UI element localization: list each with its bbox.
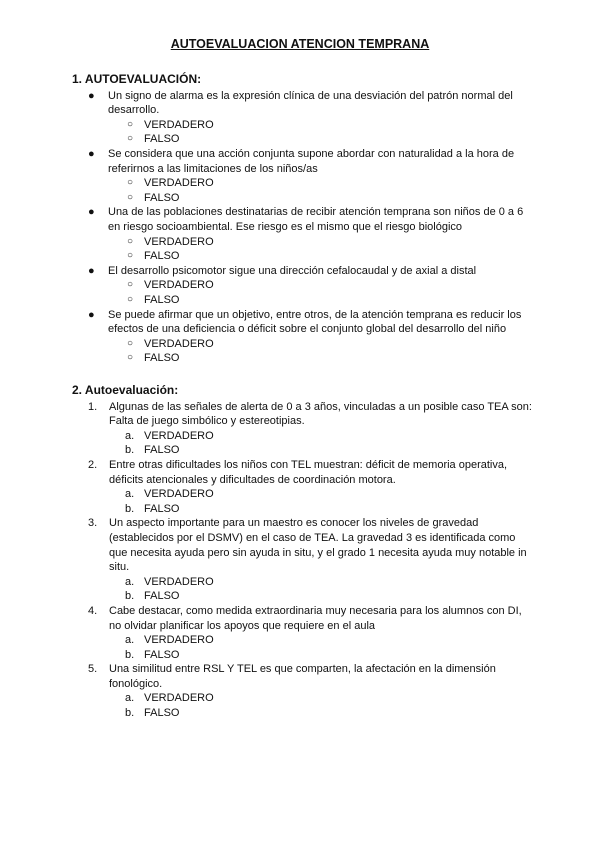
option-item [72, 575, 532, 590]
question-item [72, 264, 532, 279]
option-item [72, 235, 532, 250]
option-letter: a. [125, 429, 135, 442]
question-item [72, 400, 532, 429]
question-number: 5. [88, 663, 98, 676]
question-number: 2. [88, 458, 98, 471]
document-title: AUTOEVALUACION ATENCION TEMPRANA [170, 37, 430, 51]
option-item [72, 706, 532, 721]
question-item [72, 662, 532, 691]
question-number: 1. [88, 400, 98, 413]
question-text: Una de las poblaciones destinatarias de recibir atención temprana son niños de 0 a 6 en riesgo socioambiental. Ese riesgo es el mismo que el riesgo biológico [108, 206, 524, 233]
option-text: VERDADERO [144, 235, 214, 248]
circle-bullet-icon: ○ [127, 352, 134, 364]
question-item [72, 604, 532, 633]
circle-bullet-icon: ○ [127, 279, 134, 291]
option-item [72, 487, 532, 502]
option-item [72, 443, 532, 458]
option-item [72, 502, 532, 517]
section-2 [72, 383, 532, 721]
option-item [72, 648, 532, 663]
option-text: FALSO [144, 133, 180, 146]
circle-bullet-icon: ○ [127, 235, 134, 247]
section-1-heading: 1. AUTOEVALUACIÓN: [72, 72, 202, 86]
question-text: El desarrollo psicomotor sigue una dirección cefalocaudal y de axial a distal [108, 264, 477, 277]
option-text: FALSO [144, 590, 180, 603]
option-text: FALSO [144, 502, 180, 515]
option-text: VERDADERO [144, 337, 214, 350]
question-text: Un signo de alarma es la expresión clínica de una desviación del patrón normal del desarrollo. [108, 89, 513, 117]
circle-bullet-icon: ○ [127, 177, 134, 189]
section-2-heading: 2. Autoevaluación: [72, 383, 179, 397]
option-text: VERDADERO [144, 279, 214, 292]
question-text: Se puede afirmar que un objetivo, entre otros, de la atención temprana es reducir los efectos de una deficiencia o déficit sobre el conjunto global del desarrollo del niño [108, 308, 522, 336]
option-item [72, 118, 532, 133]
section-1 [72, 72, 532, 366]
question-item [72, 308, 532, 337]
question-item [72, 458, 532, 487]
option-text: VERDADERO [144, 575, 214, 588]
bullet-icon: ● [88, 308, 95, 321]
option-letter: a. [125, 488, 135, 501]
question-item [72, 89, 532, 118]
circle-bullet-icon: ○ [127, 293, 134, 305]
question-text: Se considera que una acción conjunta supone abordar con naturalidad a la hora de referirnos a las limitaciones de los niños/as [108, 147, 515, 175]
option-text: FALSO [144, 648, 180, 661]
question-text: Cabe destacar, como medida extraordinaria muy necesaria para los alumnos con DI, no olvidar planificar los apoyos que requiere en el aula [109, 604, 522, 632]
option-item [72, 293, 532, 308]
option-item [72, 132, 532, 147]
option-letter: a. [125, 575, 135, 588]
option-text: VERDADERO [144, 177, 214, 190]
option-item [72, 351, 532, 366]
question-item [72, 147, 532, 176]
question-item [72, 205, 532, 234]
circle-bullet-icon: ○ [127, 191, 134, 203]
option-item [72, 589, 532, 604]
circle-bullet-icon: ○ [127, 337, 134, 349]
question-item [72, 516, 532, 574]
option-text: FALSO [144, 352, 180, 365]
bullet-icon: ● [88, 89, 95, 102]
question-text: Un aspecto importante para un maestro es conocer los niveles de gravedad (establecidos por el DSMV) en el caso de TEA. La gravedad 3 es identificada como que necesita ayuda pero sin ayuda in situ, y el grado 1 necesita ayuda muy notable in situ. [109, 517, 527, 574]
question-text: Entre otras dificultades los niños con TEL muestran: déficit de memoria operativa, déficits atencionales y dificultades de coordinación motora. [109, 458, 508, 486]
circle-bullet-icon: ○ [127, 118, 134, 130]
option-item [72, 176, 532, 191]
option-item [72, 191, 532, 206]
option-text: VERDADERO [144, 634, 214, 647]
bullet-icon: ● [88, 264, 95, 277]
option-text: FALSO [144, 444, 180, 457]
option-text: VERDADERO [144, 118, 214, 131]
option-letter: b. [125, 590, 135, 603]
question-number: 4. [88, 604, 98, 617]
option-item [72, 429, 532, 444]
option-letter: b. [125, 707, 135, 720]
option-item [72, 278, 532, 293]
option-text: VERDADERO [144, 692, 214, 705]
circle-bullet-icon: ○ [127, 250, 134, 262]
option-text: VERDADERO [144, 488, 214, 501]
option-text: FALSO [144, 707, 180, 720]
option-item [72, 691, 532, 706]
option-text: VERDADERO [144, 429, 214, 442]
option-text: FALSO [144, 191, 180, 204]
question-text: Algunas de las señales de alerta de 0 a 3 años, vinculadas a un posible caso TEA son: Falta de juego simbólico y estereotipias. [109, 400, 532, 428]
question-text: Una similitud entre RSL Y TEL es que comparten, la afectación en la dimensión fonológico. [109, 663, 496, 690]
option-letter: b. [125, 444, 135, 457]
option-item [72, 337, 532, 352]
circle-bullet-icon: ○ [127, 133, 134, 145]
option-item [72, 249, 532, 264]
option-letter: b. [125, 648, 135, 661]
option-letter: a. [125, 634, 135, 647]
option-text: FALSO [144, 293, 180, 306]
bullet-icon: ● [88, 206, 95, 219]
option-letter: b. [125, 502, 135, 515]
option-letter: a. [125, 692, 135, 705]
option-item [72, 633, 532, 648]
question-number: 3. [88, 517, 98, 530]
option-text: FALSO [144, 250, 180, 263]
bullet-icon: ● [88, 147, 95, 160]
